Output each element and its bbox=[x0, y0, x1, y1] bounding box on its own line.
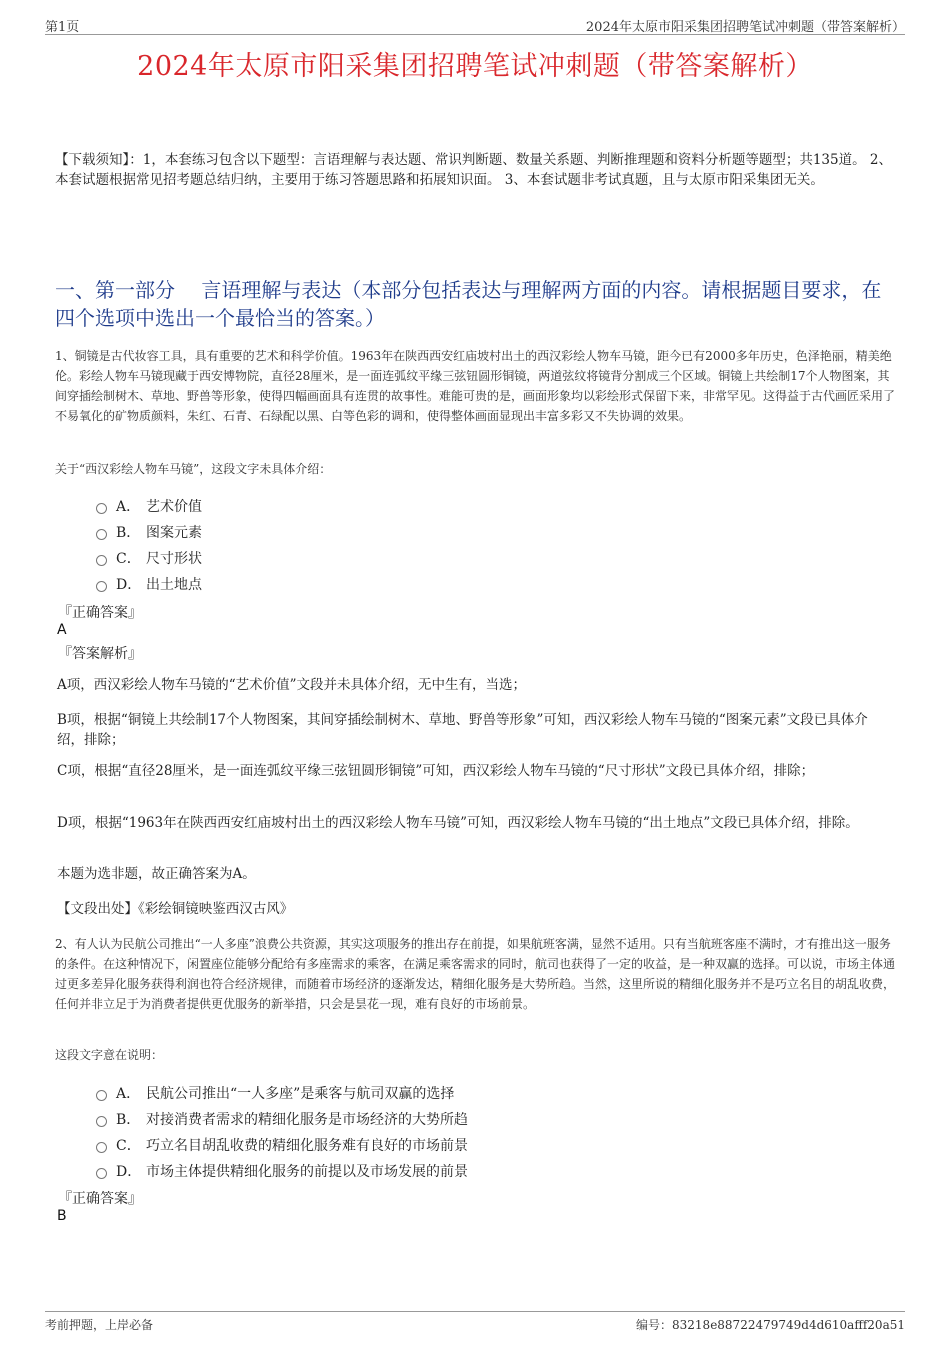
q1-analysis-d: D项，根据“1963年在陕西西安红庙坡村出土的西汉彩绘人物车马镜”可知，西汉彩绘人物车马镜的“出土地点”文段已具体介绍，排除。 bbox=[57, 815, 859, 831]
q1-analysis-label: 『答案解析』 bbox=[58, 646, 142, 662]
radio-icon[interactable] bbox=[96, 1142, 107, 1153]
radio-icon[interactable] bbox=[96, 581, 107, 592]
download-notice: 【下载须知】：1，本套练习包含以下题型：言语理解与表达题、常识判断题、数量关系题、判断推理题和资料分析题等题型；共135道。 2、本套试题根据常见招考题总结归纳，主要用于练习答题思路和拓展知识面。 3、本套试题非考试真题，且与太原市阳采集团无关。 bbox=[55, 152, 892, 188]
section-title: 一、第一部分 言语理解与表达（本部分包括表达与理解两方面的内容。请根据题目要求，在四个选项中选出一个最恰当的答案。） bbox=[55, 278, 882, 330]
q1-option-c[interactable]: C． 尺寸形状 bbox=[96, 545, 796, 571]
footer-slogan: 考前押题，上岸必备 bbox=[45, 1318, 154, 1332]
q1-options bbox=[96, 493, 796, 597]
q2-option-d[interactable]: D． 市场主体提供精细化服务的前提以及市场发展的前景 bbox=[96, 1158, 796, 1184]
radio-icon[interactable] bbox=[96, 503, 107, 514]
q1-stem: 关于“西汉彩绘人物车马镜”，这段文字未具体介绍： bbox=[55, 462, 332, 476]
page-footer bbox=[45, 1311, 905, 1336]
q1-analysis-conclusion: 本题为选非题，故正确答案为A。 bbox=[57, 866, 256, 882]
footer-serial: 编号：83218e88722479749d4d610afff20a51 bbox=[636, 1318, 905, 1332]
document-title: 2024年太原市阳采集团招聘笔试冲刺题（带答案解析） bbox=[137, 51, 813, 82]
q2-answer-label: 『正确答案』 bbox=[58, 1191, 142, 1207]
q2-options bbox=[96, 1080, 796, 1184]
q1-analysis-c: C项，根据“直径28厘米，是一面连弧纹平缘三弦钮圆形铜镜”可知，西汉彩绘人物车马镜的“尺寸形状”文段已具体介绍，排除； bbox=[57, 763, 815, 779]
q1-option-b[interactable]: B． 图案元素 bbox=[96, 519, 796, 545]
q1-answer-label: 『正确答案』 bbox=[58, 605, 142, 621]
header-doc-title: 2024年太原市阳采集团招聘笔试冲刺题（带答案解析） bbox=[585, 20, 905, 35]
q1-answer: A bbox=[57, 622, 67, 638]
q2-stem: 这段文字意在说明： bbox=[55, 1048, 164, 1062]
radio-icon[interactable] bbox=[96, 1116, 107, 1127]
q2-passage: 2、有人认为民航公司推出“一人多座”浪费公共资源，其实这项服务的推出存在前提，如果航班客满，显然不适用。只有当航班客座不满时，才有推出这一服务的条件。在这种情况下，闲置座位能够分配给有多座需求的乘客，在满足乘客需求的同时，航司也获得了一定的收益，是一种双赢的选择。可以说，市场主体通过更多差异化服务获得利润也符合经济规律，而随着市场经济的逐渐发达，精细化服务是大势所趋。当然，这里所说的精细化服务并不是巧立名目的胡乱收费，任何并非立足于为消费者提供更优服务的新举措，只会是昙花一现，难有良好的市场前景。 bbox=[55, 937, 896, 1011]
q1-source: 【文段出处】《彩绘铜镜映鉴西汉古风》 bbox=[57, 901, 294, 917]
radio-icon[interactable] bbox=[96, 1168, 107, 1179]
q1-option-a[interactable]: A． 艺术价值 bbox=[96, 493, 796, 519]
q1-analysis-a: A项，西汉彩绘人物车马镜的“艺术价值”文段并未具体介绍，无中生有，当选； bbox=[57, 677, 527, 693]
q1-analysis-b: B项，根据“铜镜上共绘制17个人物图案，其间穿插绘制树木、草地、野兽等形象”可知，西汉彩绘人物车马镜的“图案元素”文段已具体介绍，排除； bbox=[57, 712, 868, 748]
page-number: 第1页 bbox=[45, 20, 80, 35]
q2-answer: B bbox=[57, 1208, 67, 1224]
radio-icon[interactable] bbox=[96, 529, 107, 540]
radio-icon[interactable] bbox=[96, 1090, 107, 1101]
page-header bbox=[45, 14, 905, 35]
q1-passage: 1、铜镜是古代妆容工具，具有重要的艺术和科学价值。1963年在陕西西安红庙坡村出土的西汉彩绘人物车马镜，距今已有2000多年历史，色泽艳丽，精美绝伦。彩绘人物车马镜现藏于西安博物院，直径28厘米，是一面连弧纹平缘三弦钮圆形铜镜，两道弦纹将镜背分割成三个区域。铜镜上共绘制17个人物图案，其间穿插绘制树木、草地、野兽等形象，使得四幅画面具有连贯的故事性。难能可贵的是，画面形象均以彩绘形式保留下来，非常罕见。这得益于古代画匠采用了不易氧化的矿物质颜料，朱红、石青、石绿配以黑、白等色彩的调和，使得整体画面显现出丰富多彩又不失协调的效果。 bbox=[55, 349, 896, 423]
q2-option-a[interactable]: A． 民航公司推出“一人多座”是乘客与航司双赢的选择 bbox=[96, 1080, 796, 1106]
q1-option-d[interactable]: D． 出土地点 bbox=[96, 571, 796, 597]
radio-icon[interactable] bbox=[96, 555, 107, 566]
q2-option-c[interactable]: C． 巧立名目胡乱收费的精细化服务难有良好的市场前景 bbox=[96, 1132, 796, 1158]
q2-option-b[interactable]: B． 对接消费者需求的精细化服务是市场经济的大势所趋 bbox=[96, 1106, 796, 1132]
